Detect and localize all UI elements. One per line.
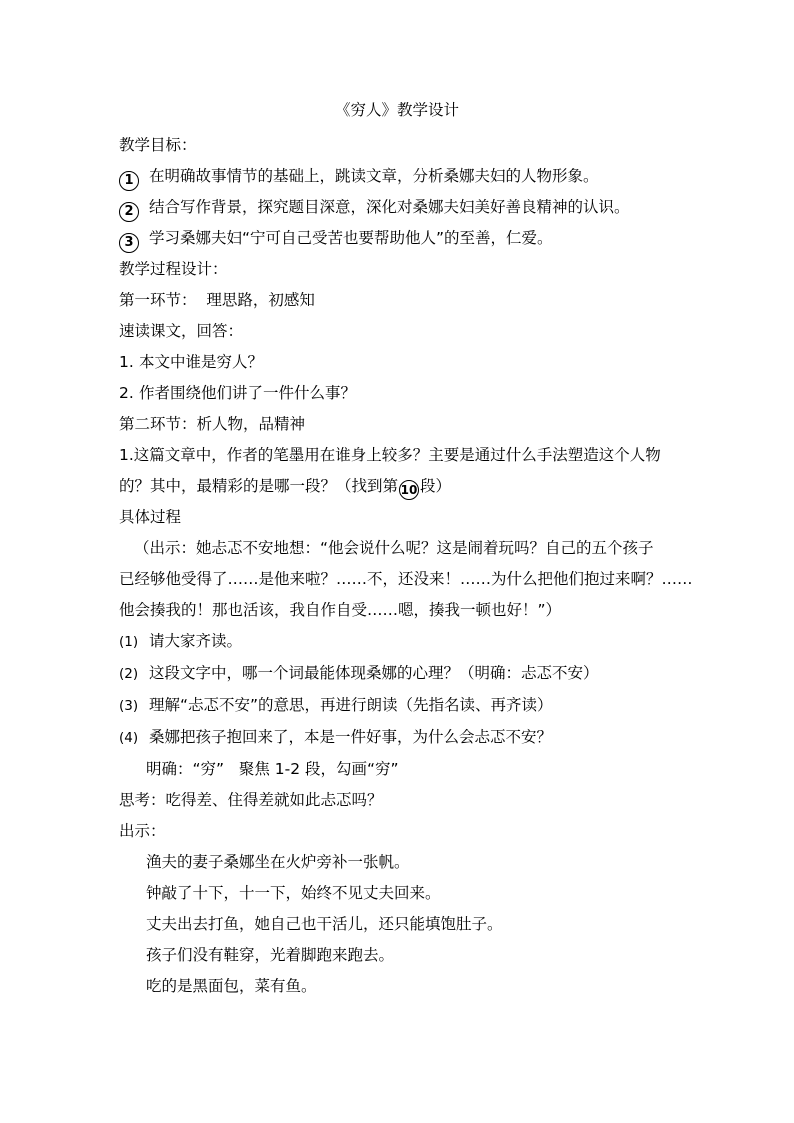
question-item <box>119 378 679 409</box>
show-line: 丈夫出去打鱼，她自己也干活儿，还只能填饱肚子。 <box>146 915 503 933</box>
question-text: 本文中谁是穷人？ <box>139 353 264 371</box>
step1-heading: 第一环节： 理思路，初感知 <box>119 291 315 309</box>
sub-item-number: (1) <box>119 634 139 650</box>
question-text-part: 段） <box>420 477 452 495</box>
circled-number-marker: 1 <box>119 171 139 191</box>
quote-line: 他会揍我的！那也活该，我自作自受……嗯，揍我一顿也好！”） <box>119 601 562 619</box>
document-body <box>119 130 693 1002</box>
step2-heading: 第二环节：析人物，品精神 <box>119 415 306 433</box>
show-line: 渔夫的妻子桑娜坐在火炉旁补一张帆。 <box>146 853 410 871</box>
sub-item <box>119 626 679 658</box>
sub-item <box>119 722 679 754</box>
question-number: 2. <box>119 384 134 402</box>
circled-paragraph-number: 10 <box>399 480 419 500</box>
step2-question-line <box>119 471 679 502</box>
step1-instruction: 速读课文，回答： <box>119 322 244 340</box>
sub-item-number: (3) <box>119 698 139 714</box>
goal-item <box>119 223 679 254</box>
goals-heading: 教学目标： <box>119 136 197 154</box>
question-item <box>119 347 679 378</box>
goal-item <box>119 192 679 223</box>
think-line: 思考：吃得差、住得差就如此忐忑吗？ <box>119 791 383 809</box>
process-heading: 教学过程设计： <box>119 260 228 278</box>
sub-item <box>119 690 679 722</box>
goal-text: 学习桑娜夫妇“宁可自己受苦也要帮助他人”的至善，仁爱。 <box>149 229 553 247</box>
circled-number-marker: 3 <box>119 233 139 253</box>
goal-text: 结合写作背景，探究题目深意，深化对桑娜夫妇美好善良精神的认识。 <box>149 198 630 216</box>
question-number: 1. <box>119 353 134 371</box>
circled-number-marker: 2 <box>119 202 139 222</box>
sub-item-text: 这段文字中，哪一个词最能体现桑娜的心理？（明确：忐忑不安） <box>149 664 599 682</box>
show-line: 吃的是黑面包，菜有鱼。 <box>146 977 317 995</box>
document-title: 《穷人》教学设计 <box>334 101 459 119</box>
sub-item-number: (4) <box>119 730 139 746</box>
quote-line: 已经够他受得了……是他来啦？……不，还没来！……为什么把他们抱过来啊？…… <box>119 570 693 588</box>
step2-question-line: 1.这篇文章中，作者的笔墨用在谁身上较多？主要是通过什么手法塑造这个人物 <box>119 446 661 464</box>
show-line: 钟敲了十下，十一下，始终不见丈夫回来。 <box>146 884 441 902</box>
goal-item <box>119 161 679 192</box>
sub-item-text: 桑娜把孩子抱回来了，本是一件好事，为什么会忐忑不安？ <box>149 728 553 746</box>
sub-item-text: 请大家齐读。 <box>149 632 243 650</box>
quote-line: （出示：她忐忑不安地想：“他会说什么呢？这是闹着玩吗？自己的五个孩子 <box>134 539 654 557</box>
sub-item-number: (2) <box>119 666 139 682</box>
question-text-part: 的？其中，最精彩的是哪一段？（找到第 <box>119 477 399 495</box>
goal-text: 在明确故事情节的基础上，跳读文章，分析桑娜夫妇的人物形象。 <box>149 167 599 185</box>
show-line: 孩子们没有鞋穿，光着脚跑来跑去。 <box>146 946 395 964</box>
show-label: 出示： <box>119 822 166 840</box>
clarify-line: 明确：“穷” 聚焦 1-2 段，勾画“穷” <box>146 760 399 778</box>
question-text: 作者围绕他们讲了一件什么事？ <box>139 384 357 402</box>
sub-item <box>119 658 679 690</box>
process-label: 具体过程 <box>119 508 182 526</box>
sub-item-text: 理解“忐忑不安”的意思，再进行朗读（先指名读、再齐读） <box>149 696 553 714</box>
